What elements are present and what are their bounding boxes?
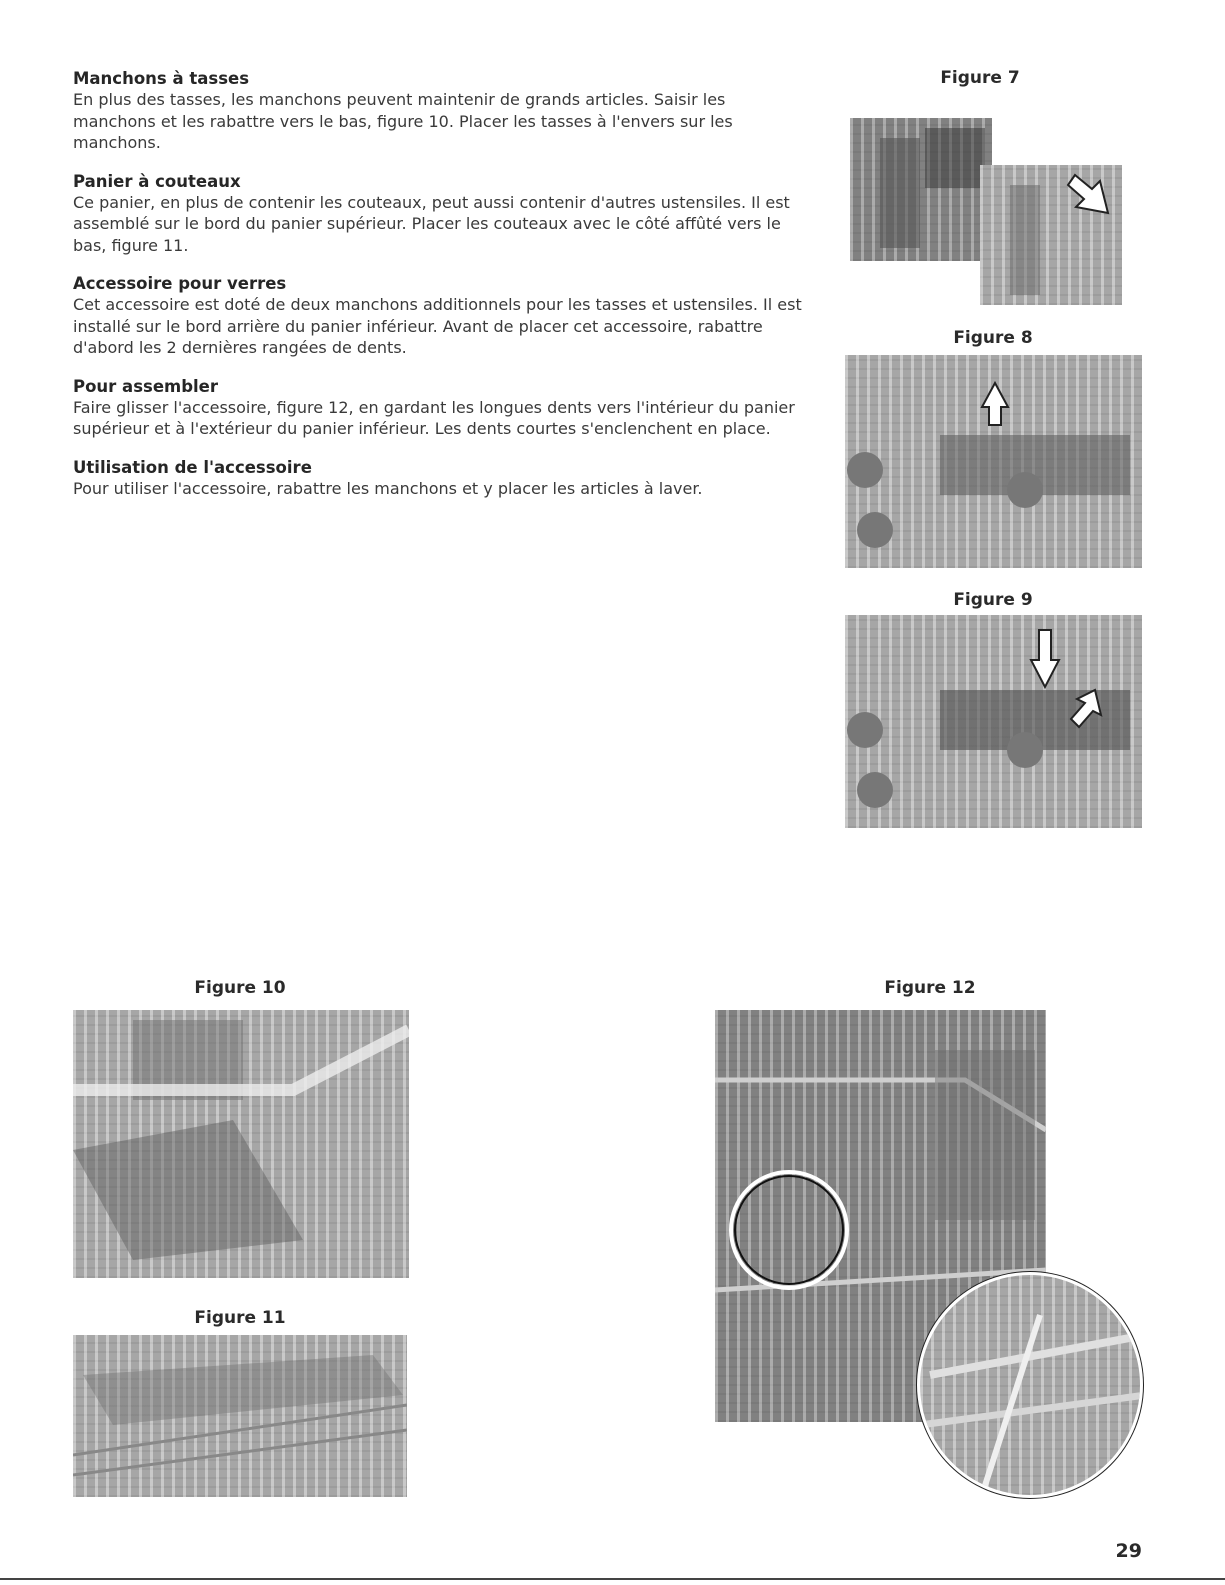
section-body: En plus des tasses, les manchons peuvent maintenir de grands articles. Saisir les manchons et les rabattre vers le bas, figure 10. Placer les tasses à l'envers sur les manchons. — [73, 90, 733, 152]
arrow-up-icon — [845, 355, 1142, 568]
section-body: Faire glisser l'accessoire, figure 12, en gardant les longues dents vers l'intérieur du panier supérieur et à l'extérieur du panier inférieur. Les dents courtes s'enclenchent en place. — [73, 397, 795, 438]
section-body: Ce panier, en plus de contenir les couteaux, peut aussi contenir d'autres ustensiles. Il est assemblé sur le bord du panier supérieur. Placer les couteaux avec le côté affûté vers le bas, figure 11. — [73, 192, 790, 255]
figure-9-caption: Figure 9 — [953, 590, 1033, 610]
figure-8-caption: Figure 8 — [953, 328, 1033, 348]
section-heading: Accessoire pour verres — [73, 274, 287, 293]
figure-10-photo — [73, 1010, 409, 1278]
arrow-down-right-icon — [980, 165, 1122, 305]
figure-7-photo-left — [850, 118, 992, 261]
section-heading: Manchons à tasses — [73, 69, 250, 88]
figure-8-photo — [845, 355, 1142, 568]
figure-12-zoom-inset — [917, 1272, 1143, 1498]
section-pour-assembler — [73, 376, 813, 440]
figure-11-caption: Figure 11 — [194, 1308, 286, 1328]
zoom-circle-detail — [920, 1275, 1143, 1498]
section-heading: Utilisation de l'accessoire — [73, 457, 312, 477]
section-body: Cet accessoire est doté de deux manchons additionnels pour les tasses et ustensiles. Il est installé sur le bord arrière du panier inférieur. Avant de placer cet accessoire, rabattre d'abord les 2 dernières rangées de dents. — [73, 295, 802, 357]
figure-9-photo — [845, 615, 1142, 828]
rack-clip-illustration — [850, 118, 992, 261]
figure-7-photo-right — [980, 165, 1122, 305]
figure-7-caption: Figure 7 — [940, 68, 1020, 88]
section-accessoire-verres — [73, 273, 813, 359]
figure-11-photo — [73, 1335, 407, 1497]
section-body: Pour utiliser l'accessoire, rabattre les manchons et y placer les articles à laver. — [73, 478, 703, 498]
figure-12-caption: Figure 12 — [884, 978, 976, 998]
section-heading: Pour assembler — [73, 376, 219, 396]
page-number: 29 — [1115, 1540, 1142, 1562]
section-heading: Panier à couteaux — [73, 171, 241, 191]
footer-divider — [0, 1578, 1225, 1580]
section-panier-couteaux — [73, 171, 813, 257]
figure-10-caption: Figure 10 — [194, 978, 286, 998]
cup-shelf-illustration — [73, 1010, 409, 1278]
section-manchons — [73, 68, 813, 154]
section-utilisation — [73, 457, 813, 500]
instructions-text — [73, 68, 813, 516]
arrow-down-icon — [845, 615, 1142, 828]
knife-basket-illustration — [73, 1335, 407, 1497]
